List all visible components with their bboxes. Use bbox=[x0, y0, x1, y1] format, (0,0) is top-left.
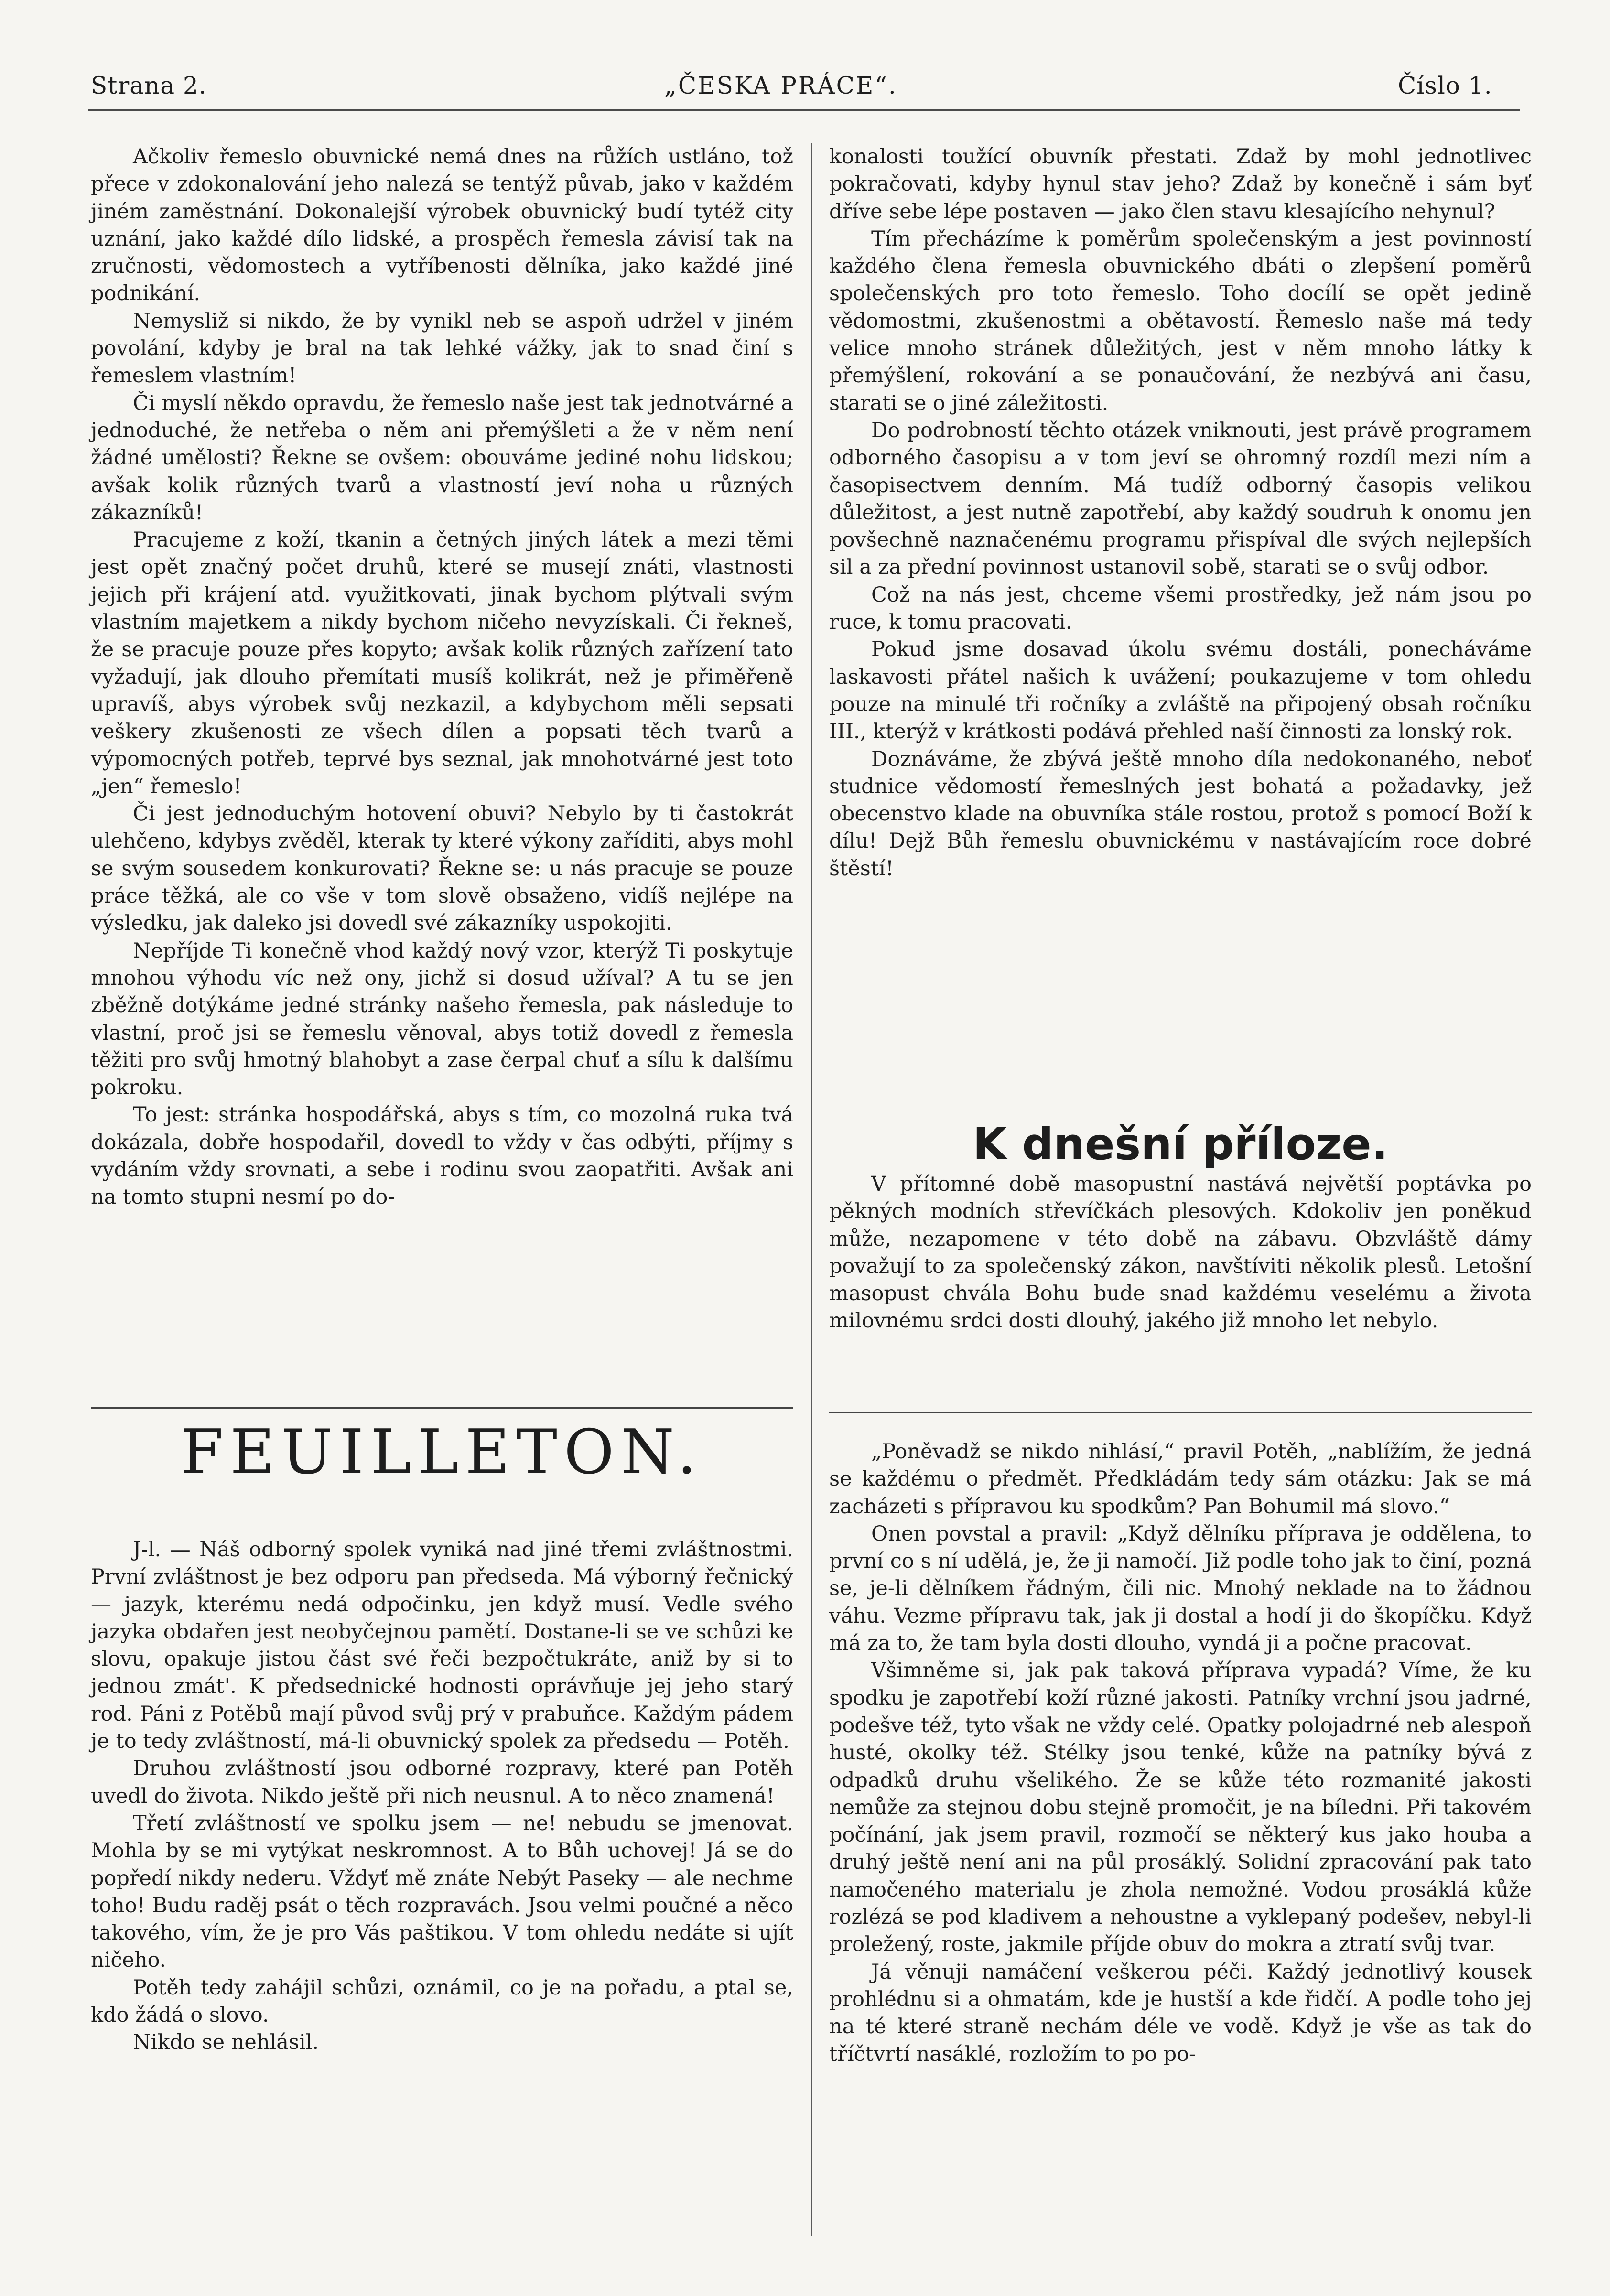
feuilleton-paragraph: Onen povstal a pravil: „Když dělníku příprava je oddělena, to první co s ní udělá, je, že ji namočí. Již podle toho jak to činí, pozná se, je-li dělníkem řádným, čili nic. Mnohý neklade na to žádnou váhu. Vezme přípravu tak, jak ji dostal a hodí ji do škopíčku. Když má za to, že tam byla dosti dlouho, vyndá ji a počne pracovat. bbox=[829, 1521, 1532, 1656]
header-rule bbox=[88, 109, 1520, 111]
article-paragraph: To jest: stránka hospodářská, abys s tím, co mozolná ruka tvá dokázala, dobře hospodařil, dovedl to vždy v čas odbýti, příjmy s vydáním vždy srovnati, a sebe i rodinu svou zaopatřiti. Avšak ani na tomto stupni nesmí po do- bbox=[91, 1103, 793, 1209]
feuilleton-paragraph: „Poněvadž se nikdo nihlásí,“ pravil Potěh, „nablížím, že jedná se každému o předmět. Předkládám tedy sám otázku: Jak se má zacházeti s přípravou ku spodkům? Pan Bohumil má slovo.“ bbox=[829, 1440, 1532, 1519]
article-paragraph: Či jest jednoduchým hotovení obuvi? Nebylo by ti častokrát ulehčeno, kdybys zvěděl, kterak ty které výkony zaříditi, abys mohl se svým sousedem konkurovati? Řekne se: u nás pracuje se pouze práce těžká, ale co vše v tom slově obsaženo, vidíš nejlépe na výsledku, jak daleko jsi dovedl své zákazníky uspokojiti. bbox=[91, 802, 793, 936]
article-paragraph: Nepříjde Ti konečně vhod každý nový vzor, kterýž Ti poskytuje mnohou výhodu víc než ony, jichž si dosud užíval? A tu se jen zběžně dotýkáme jedné stránky našeho řemesla, pak následuje to vlastní, proč jsi se řemeslu věnoval, abys totiž dovedl z řemesla těžiti pro svůj hmotný blahobyt a zase čerpal chuť a sílu k dalšímu pokroku. bbox=[91, 938, 793, 1100]
feuilleton-continued bbox=[829, 1438, 1532, 2068]
page-number: Strana 2. bbox=[91, 72, 207, 99]
section-text bbox=[829, 1171, 1532, 1335]
article-paragraph: Doznáváme, že zbývá ještě mnoho díla nedokonaného, neboť studnice vědomostí řemeslných jest bohatá a požadavky, jež obecenstvo klade na obuvníka stále rostou, protož s pomocí Boží k dílu! Dejž Bůh řemeslu obuvnickému v nastávajícím roce dobré štěstí! bbox=[829, 747, 1532, 881]
feuilleton-paragraph: J-l. — Náš odborný spolek vyniká nad jiné třemi zvláštnostmi. První zvláštnost je bez odporu pan předseda. Má výborný řečnický — jazyk, kterému nedá odpočinku, jen když musí. Vedle svého jazyka obdařen jest neobyčejnou pamětí. Dostane-li se ve schůzi ke slovu, opakuje jistou část své řeči bezpočtukráte, aniž by si to jednou zmát'. K předsednické hodnosti oprávňuje jej jeho starý rod. Páni z Potěbů mají původ svůj prý v prabuňce. Každým pádem je to tedy zvláštností, má-li obuvnický spolek za předsedu — Potěh. bbox=[91, 1538, 793, 1754]
section-title: K dnešní příloze. bbox=[972, 1119, 1388, 1170]
feuilleton-continued-rule bbox=[829, 1412, 1532, 1413]
article-paragraph: Do podrobností těchto otázek vniknouti, jest právě programem odborného časopisu a v tom jeví se ohromný rozdíl mezi ním a časopisectvem denním. Má tudíž odborný časopis velikou důležitost, a jest nutně zapotřebí, aby každý soudruh k onomu jen povšechně naznačenému programu přispíval dle svých nejlepších sil a za přední povinnost ustanovil sobě, starati se o svůj odbor. bbox=[829, 418, 1532, 580]
article-paragraph: Či myslí někdo opravdu, že řemeslo naše jest tak jednotvárné a jednoduché, že netřeba o něm ani přemýšleti a že v něm není žádné umělosti? Řekne se ovšem: obouváme jediné nohu lidskou; avšak kolik různých tvarů a vlastností jeví noha u různých zákazníků! bbox=[91, 391, 793, 525]
feuilleton-paragraph: Všimněme si, jak pak taková příprava vypadá? Víme, že ku spodku je zapotřebí koží různé jakosti. Patníky vrchní jsou jadrné, podešve též, tyto však ne vždy celé. Opatky polojadrné neb alespoň husté, okolky též. Stélky jsou tenké, kůže na patníky bývá z odpadků druhu všelikého. Že se kůže této rozmanité jakosti nemůže za stejnou dobu stejně promočit, je na bíledni. Při takovém počínání, jak jsem pravil, rozmočí se některý kus jako houba a druhý ještě není ani na půl prosáklý. Solidní zpracování pak tato namočeného materialu je zhola nemožné. Vodou prosáklá kůže rozlézá se pod kladivem a nehoustne a vyklepaný podešev, nebyl-li proležený, roste, jakmile příjde obuv do mokra a ztratí svůj tvar. bbox=[829, 1659, 1532, 1957]
article-paragraph: Ačkoliv řemeslo obuvnické nemá dnes na růžích ustláno, tož přece v zdokonalování jeho nalezá se tentýž půvab, jako v každém jiném zaměstnání. Dokonalejší výrobek obuvnický budí tytéž city uznání, jako každé dílo lidské, a prospěch řemesla závisí tak na zručnosti, vědomostech a vytříbenosti dělníka, jako každé jiné podnikání. bbox=[91, 145, 793, 306]
feuilleton-paragraph: Druhou zvláštností jsou odborné rozpravy, které pan Potěh uvedl do života. Nikdo ještě při nich neusnul. A to něco znamená! bbox=[91, 1757, 793, 1808]
feuilleton-paragraph: Potěh tedy zahájil schůzi, oznámil, co je na pořadu, a ptal se, kdo žádá o slovo. bbox=[91, 1975, 793, 2027]
feuilleton-paragraph: Nikdo se nehlásil. bbox=[133, 2030, 319, 2055]
article-paragraph: Tím přecházíme k poměrům společenským a jest povinností každého člena řemesla obuvnického dbáti o zlepšení poměrů společenských pro toto řemeslo. Toho docílí se opět jedině vědomostmi, zkušenostmi a obětavostí. Řemeslo naše má tedy velice mnoho stránek důležitých, jest v něm mnoho látky k přemýšlení, rokování a se ponaučování, že nezbývá ani času, starati se o jiné záležitosti. bbox=[829, 226, 1532, 415]
feuilleton-paragraph: Třetí zvláštností ve spolku jsem — ne! nebudu se jmenovat. Mohla by se mi vytýkat neskromnost. A to Bůh uchovej! Já se do popředí nikdy nederu. Vždyť mě znáte Nebýt Paseky — ale nechme toho! Budu raděj psát o těch rozpravách. Jsou velmi poučné a něco takového, vím, že je pro Vás paštikou. V tom ohledu nedáte si ujít ničeho. bbox=[91, 1811, 793, 1973]
right-article bbox=[829, 143, 1532, 883]
article-paragraph: Pokud jsme dosavad úkolu svému dostáli, ponecháváme laskavosti přátel našich k uvážení; poukazujeme v tom ohledu pouze na minulé tři ročníky a zvláště na připojený obsah ročníku III., kterýž v krátkosti podává přehled naší činnosti za lonský rok. bbox=[829, 637, 1532, 744]
article-paragraph: Pracujeme z koží, tkanin a četných jiných látek a mezi těmi jest opět značný počet druhů, které se musejí znáti, vlastnosti jejich při krájení atd. využitkovati, jinak bychom plýtvali svým vlastním majetkem a nikdy bychom ničeho nevyzískali. Či řekneš, že se pracuje pouze přes kopyto; avšak kolik různých zařízení tato vyžadují, jak dlouho přemítati musíš kolikrát, než je přiměřeně upravíš, abys výrobek svůj nezkazil, a kdybychom měli sepsati veškery zkušenosti ze všech dílen a popsati těch tvarů a výpomocných potřeb, teprvé bys seznal, jak mnohotvárné jest toto „jen“ řemeslo! bbox=[91, 528, 793, 798]
feuilleton-paragraph: Já věnuji namáčení veškerou péči. Každý jednotlivý kousek prohlédnu si a ohmatám, kde je hustší a kde řidčí. A podle toho jej na té které straně nechám déle ve vodě. Když je vše as tak do tříčtvrtí nasáklé, rozložím to po po- bbox=[829, 1960, 1532, 2066]
feuilleton-title: FEUILLETON. bbox=[181, 1417, 703, 1488]
masthead-title: „ČESKA PRÁCE“. bbox=[664, 72, 897, 99]
article-paragraph: konalosti toužící obuvník přestati. Zdaž by mohl jednotlivec pokračovati, kdyby hynul stav jeho? Zdaž by konečně i sám byť dříve sebe lépe postaven — jako člen stavu klesajícího nehynul? bbox=[829, 145, 1532, 224]
section-paragraph: V přítomné době masopustní nastává největší poptávka po pěkných modních střevíčkách plesových. Kdokoliv jen poněkud může, nezapomene v této době na zábavu. Obzvláště dámy považují to za společenský zákon, navštíviti několik plesů. Letošní masopust chvála Bohu bude snad každému veselému a života milovnému srdci dosti dlouhý, jakého již mnoho let nebylo. bbox=[829, 1172, 1532, 1333]
article-paragraph: Což na nás jest, chceme všemi prostředky, jež nám jsou po ruce, k tomu pracovati. bbox=[829, 582, 1532, 635]
issue-number: Číslo 1. bbox=[1398, 72, 1492, 99]
feuilleton-rule bbox=[91, 1407, 793, 1409]
feuilleton-text bbox=[91, 1536, 793, 2057]
article-paragraph: Nemysliž si nikdo, že by vynikl neb se aspoň udržel v jiném povolání, kdyby je bral na tak lehké vážky, jak to snad činí s řemeslem vlastním! bbox=[91, 309, 793, 388]
left-article bbox=[91, 143, 793, 1211]
column-divider bbox=[811, 143, 812, 2236]
